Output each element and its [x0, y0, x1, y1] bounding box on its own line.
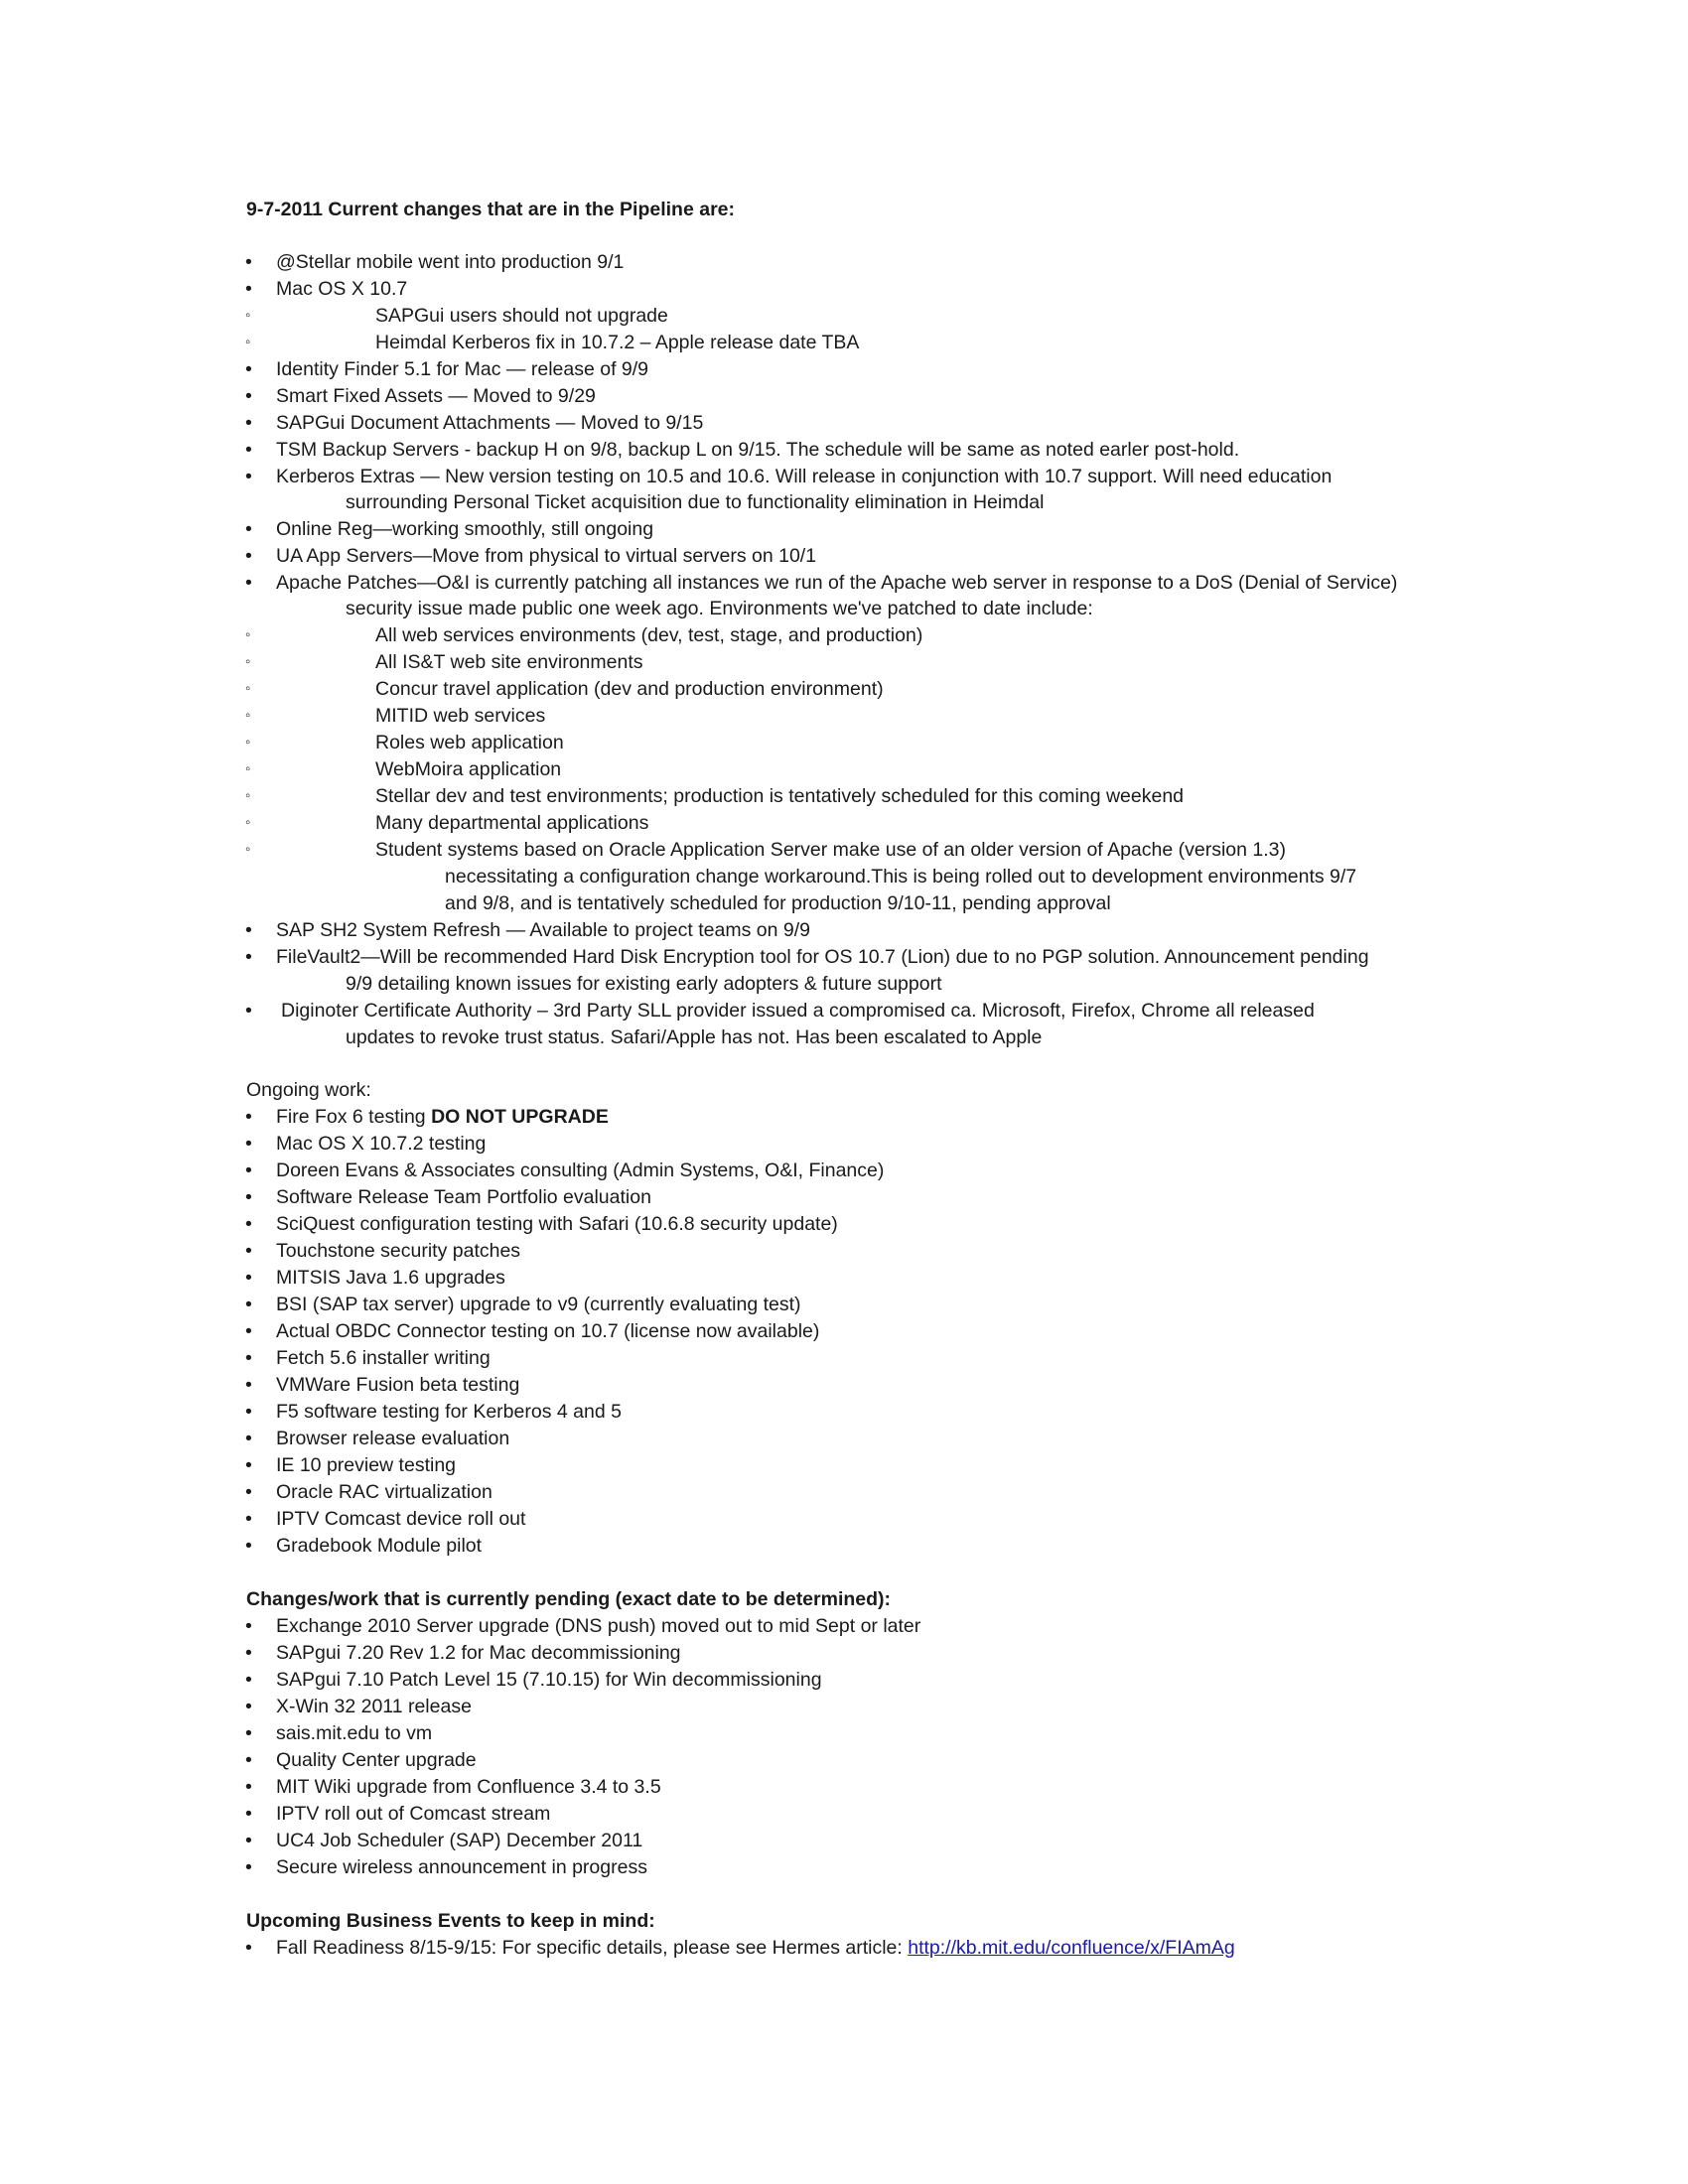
- list-item-text: Secure wireless announcement in progress: [276, 1856, 647, 1878]
- pipeline-heading-line: [0, 197, 1688, 222]
- list-item: [0, 1506, 1688, 1532]
- fall-readiness-text: Fall Readiness 8/15-9/15: For specific details, please see Hermes article:: [276, 1937, 909, 1959]
- list-item-text: Apache Patches—O&I is currently patching all instances we run of the Apache web server in response to a DoS (Denial of Service): [276, 572, 1398, 594]
- sub-list-item-text: SAPGui users should not upgrade: [375, 305, 668, 327]
- sub-list-item-text: Student systems based on Oracle Application Server make use of an older version of Apache (version 1.3): [375, 839, 1286, 861]
- list-item: [0, 1694, 1688, 1719]
- bullet-icon: •: [245, 1186, 252, 1208]
- list-item: [0, 1613, 1688, 1639]
- upcoming-heading-line: [0, 1908, 1688, 1934]
- list-item: [0, 249, 1688, 275]
- list-item-continuation: [0, 489, 1688, 515]
- list-item-text: SAPgui 7.10 Patch Level 15 (7.10.15) for Win decommissioning: [276, 1669, 822, 1691]
- bullet-icon: •: [245, 1776, 252, 1798]
- list-item-text: BSI (SAP tax server) upgrade to v9 (currently evaluating test): [276, 1294, 801, 1315]
- list-item-text: Online Reg—working smoothly, still ongoing: [276, 518, 654, 540]
- list-item: [0, 1265, 1688, 1291]
- list-item: [0, 1158, 1688, 1183]
- list-item: [0, 543, 1688, 569]
- list-item: [0, 1640, 1688, 1666]
- sub-list-item-text: Heimdal Kerberos fix in 10.7.2 – Apple release date TBA: [375, 332, 860, 353]
- bullet-icon: •: [245, 1160, 252, 1181]
- sub-list-item-continuation: [0, 890, 1688, 916]
- list-item-text: Fetch 5.6 installer writing: [276, 1347, 491, 1369]
- sub-list-item: [0, 810, 1688, 836]
- bullet-icon: •: [245, 545, 252, 567]
- list-item: [0, 383, 1688, 409]
- bullet-icon: •: [245, 1320, 252, 1342]
- bullet-icon: •: [245, 385, 252, 407]
- bullet-icon: •: [245, 1830, 252, 1851]
- list-item: [0, 1452, 1688, 1478]
- list-item: [0, 1747, 1688, 1773]
- list-item-text: F5 software testing for Kerberos 4 and 5: [276, 1401, 622, 1423]
- list-item: [0, 516, 1688, 542]
- sub-list-item: [0, 330, 1688, 355]
- list-item-text: [276, 1104, 609, 1130]
- list-item: [0, 437, 1688, 463]
- bullet-icon: •: [245, 1481, 252, 1503]
- list-item: [0, 917, 1688, 943]
- firefox-warning: DO NOT UPGRADE: [431, 1106, 609, 1128]
- bullet-icon: •: [245, 1508, 252, 1530]
- bullet-icon: •: [245, 518, 252, 540]
- sub-list-item: [0, 303, 1688, 329]
- list-item-text: Actual OBDC Connector testing on 10.7 (license now available): [276, 1320, 820, 1342]
- circle-bullet-icon: ◦: [245, 841, 251, 858]
- bullet-icon: •: [245, 1347, 252, 1369]
- bullet-icon: •: [245, 946, 252, 968]
- list-item-text: IPTV roll out of Comcast stream: [276, 1803, 551, 1825]
- sub-list-item: [0, 622, 1688, 648]
- bullet-icon: •: [245, 1535, 252, 1557]
- bullet-icon: •: [245, 1106, 252, 1128]
- list-item: [0, 1801, 1688, 1827]
- list-item-text: surrounding Personal Ticket acquisition due to functionality elimination in Heimdal: [346, 491, 1045, 513]
- list-item: [0, 1720, 1688, 1746]
- circle-bullet-icon: ◦: [245, 680, 251, 697]
- bullet-icon: •: [245, 1937, 252, 1959]
- bullet-icon: •: [245, 1642, 252, 1664]
- bullet-icon: •: [245, 1428, 252, 1449]
- bullet-icon: •: [245, 1240, 252, 1262]
- list-item: [0, 1533, 1688, 1559]
- list-item: [0, 1372, 1688, 1398]
- bullet-icon: •: [245, 1722, 252, 1744]
- sub-list-item-text: WebMoira application: [375, 758, 562, 780]
- bullet-icon: •: [245, 439, 252, 461]
- bullet-icon: •: [245, 1669, 252, 1691]
- bullet-icon: •: [245, 1615, 252, 1637]
- firefox-text: Fire Fox 6 testing: [276, 1106, 432, 1128]
- upcoming-heading: Upcoming Business Events to keep in mind:: [246, 1910, 655, 1932]
- circle-bullet-icon: ◦: [245, 734, 251, 751]
- ongoing-heading: Ongoing work:: [246, 1079, 371, 1101]
- list-item: [0, 1104, 1688, 1130]
- list-item: [0, 1667, 1688, 1693]
- sub-list-item-text: All web services environments (dev, test, stage, and production): [375, 624, 923, 646]
- list-item-text: Diginoter Certificate Authority – 3rd Party SLL provider issued a compromised ca. Microsoft, Firefox, Chrome all released: [281, 1000, 1315, 1022]
- list-item-text: SAPgui 7.20 Rev 1.2 for Mac decommissioning: [276, 1642, 681, 1664]
- list-item-text: SciQuest configuration testing with Safari (10.6.8 security update): [276, 1213, 838, 1235]
- list-item: [0, 1935, 1688, 1961]
- list-item-text: updates to revoke trust status. Safari/Apple has not. Has been escalated to Apple: [346, 1026, 1043, 1048]
- list-item-text: MITSIS Java 1.6 upgrades: [276, 1267, 505, 1289]
- bullet-icon: •: [245, 412, 252, 434]
- list-item: [0, 410, 1688, 436]
- list-item-text: X-Win 32 2011 release: [276, 1696, 472, 1717]
- list-item-text: Gradebook Module pilot: [276, 1535, 483, 1557]
- bullet-icon: •: [245, 1749, 252, 1771]
- sub-list-item: [0, 676, 1688, 702]
- list-item-text: Smart Fixed Assets — Moved to 9/29: [276, 385, 596, 407]
- bullet-icon: •: [245, 1696, 252, 1717]
- list-item: [0, 1828, 1688, 1853]
- sub-list-item-text: necessitating a configuration change workaround.This is being rolled out to development environments 9/7: [445, 866, 1357, 887]
- circle-bullet-icon: ◦: [245, 787, 251, 804]
- list-item-text: SAP SH2 System Refresh — Available to project teams on 9/9: [276, 919, 810, 941]
- list-item: [0, 1292, 1688, 1317]
- list-item-text: Identity Finder 5.1 for Mac — release of 9/9: [276, 358, 649, 380]
- sub-list-item-text: and 9/8, and is tentatively scheduled for production 9/10-11, pending approval: [445, 892, 1111, 914]
- list-item: [0, 1399, 1688, 1425]
- list-item-text: SAPGui Document Attachments — Moved to 9/15: [276, 412, 704, 434]
- ongoing-heading-line: [0, 1077, 1688, 1103]
- sub-list-item-text: All IS&T web site environments: [375, 651, 643, 673]
- list-item: [0, 1854, 1688, 1880]
- list-item-text: TSM Backup Servers - backup H on 9/8, backup L on 9/15. The schedule will be same as noted earler post-hold.: [276, 439, 1240, 461]
- list-item: [0, 1211, 1688, 1237]
- bullet-icon: •: [245, 1454, 252, 1476]
- list-item-text: Touchstone security patches: [276, 1240, 521, 1262]
- list-item: [0, 1238, 1688, 1264]
- list-item-text: VMWare Fusion beta testing: [276, 1374, 520, 1396]
- bullet-icon: •: [245, 1267, 252, 1289]
- pipeline-heading: 9-7-2011 Current changes that are in the Pipeline are:: [246, 199, 736, 220]
- list-item-continuation: [0, 596, 1688, 621]
- bullet-icon: •: [245, 1856, 252, 1878]
- circle-bullet-icon: ◦: [245, 307, 251, 324]
- sub-list-item-continuation: [0, 864, 1688, 889]
- list-item: [0, 998, 1688, 1024]
- list-item-text: UA App Servers—Move from physical to virtual servers on 10/1: [276, 545, 817, 567]
- list-item-text: sais.mit.edu to vm: [276, 1722, 433, 1744]
- list-item-continuation: [0, 1024, 1688, 1050]
- bullet-icon: •: [245, 919, 252, 941]
- sub-list-item: [0, 837, 1688, 863]
- bullet-icon: •: [245, 278, 252, 300]
- sub-list-item: [0, 703, 1688, 729]
- list-item: [0, 1426, 1688, 1451]
- list-item-text: Software Release Team Portfolio evaluation: [276, 1186, 651, 1208]
- bullet-icon: •: [245, 1133, 252, 1155]
- list-item-text: IE 10 preview testing: [276, 1454, 457, 1476]
- sub-list-item-text: MITID web services: [375, 705, 546, 727]
- pending-heading: Changes/work that is currently pending (exact date to be determined):: [246, 1588, 892, 1610]
- list-item: [0, 1774, 1688, 1800]
- list-item: [0, 1131, 1688, 1157]
- pending-heading-line: [0, 1586, 1688, 1612]
- bullet-icon: •: [245, 1294, 252, 1315]
- circle-bullet-icon: ◦: [245, 760, 251, 777]
- list-item: [0, 464, 1688, 489]
- bullet-icon: •: [245, 358, 252, 380]
- list-item: [0, 276, 1688, 302]
- list-item: [0, 570, 1688, 596]
- list-item-text: UC4 Job Scheduler (SAP) December 2011: [276, 1830, 643, 1851]
- sub-list-item: [0, 783, 1688, 809]
- list-item-text: Mac OS X 10.7.2 testing: [276, 1133, 487, 1155]
- list-item: [0, 944, 1688, 970]
- list-item-text: MIT Wiki upgrade from Confluence 3.4 to 3.5: [276, 1776, 661, 1798]
- circle-bullet-icon: ◦: [245, 814, 251, 831]
- list-item-text: Oracle RAC virtualization: [276, 1481, 492, 1503]
- list-item-text: 9/9 detailing known issues for existing early adopters & future support: [346, 973, 942, 995]
- circle-bullet-icon: ◦: [245, 707, 251, 724]
- sub-list-item-text: Many departmental applications: [375, 812, 649, 834]
- list-item-text: IPTV Comcast device roll out: [276, 1508, 526, 1530]
- list-item-text: FileVault2—Will be recommended Hard Disk Encryption tool for OS 10.7 (Lion) due to no PGP solution. Announcement pending: [276, 946, 1369, 968]
- list-item-text: Browser release evaluation: [276, 1428, 510, 1449]
- sub-list-item: [0, 756, 1688, 782]
- list-item: [0, 1345, 1688, 1371]
- sub-list-item: [0, 730, 1688, 755]
- bullet-icon: •: [245, 572, 252, 594]
- list-item: [0, 1479, 1688, 1505]
- sub-list-item-text: Concur travel application (dev and production environment): [375, 678, 884, 700]
- bullet-icon: •: [245, 1374, 252, 1396]
- list-item: [0, 1318, 1688, 1344]
- list-item-text: security issue made public one week ago. Environments we've patched to date include:: [346, 598, 1093, 619]
- list-item-text: Doreen Evans & Associates consulting (Admin Systems, O&I, Finance): [276, 1160, 885, 1181]
- bullet-icon: •: [245, 466, 252, 487]
- list-item: [0, 1184, 1688, 1210]
- list-item-text: @Stellar mobile went into production 9/1: [276, 251, 625, 273]
- list-item: [0, 356, 1688, 382]
- list-item-text: Kerberos Extras — New version testing on 10.5 and 10.6. Will release in conjunction with 10.7 support. Will need education: [276, 466, 1333, 487]
- sub-list-item-text: Roles web application: [375, 732, 564, 753]
- bullet-icon: •: [245, 251, 252, 273]
- list-item-text: [276, 1935, 1235, 1961]
- list-item-continuation: [0, 971, 1688, 997]
- list-item-text: Mac OS X 10.7: [276, 278, 408, 300]
- hermes-article-link[interactable]: http://kb.mit.edu/confluence/x/FIAmAg: [908, 1937, 1235, 1959]
- bullet-icon: •: [245, 1803, 252, 1825]
- circle-bullet-icon: ◦: [245, 653, 251, 670]
- bullet-icon: •: [245, 1000, 252, 1022]
- bullet-icon: •: [245, 1213, 252, 1235]
- circle-bullet-icon: ◦: [245, 334, 251, 350]
- sub-list-item: [0, 649, 1688, 675]
- list-item-text: Exchange 2010 Server upgrade (DNS push) moved out to mid Sept or later: [276, 1615, 921, 1637]
- circle-bullet-icon: ◦: [245, 626, 251, 643]
- bullet-icon: •: [245, 1401, 252, 1423]
- list-item-text: Quality Center upgrade: [276, 1749, 477, 1771]
- sub-list-item-text: Stellar dev and test environments; production is tentatively scheduled for this coming weekend: [375, 785, 1185, 807]
